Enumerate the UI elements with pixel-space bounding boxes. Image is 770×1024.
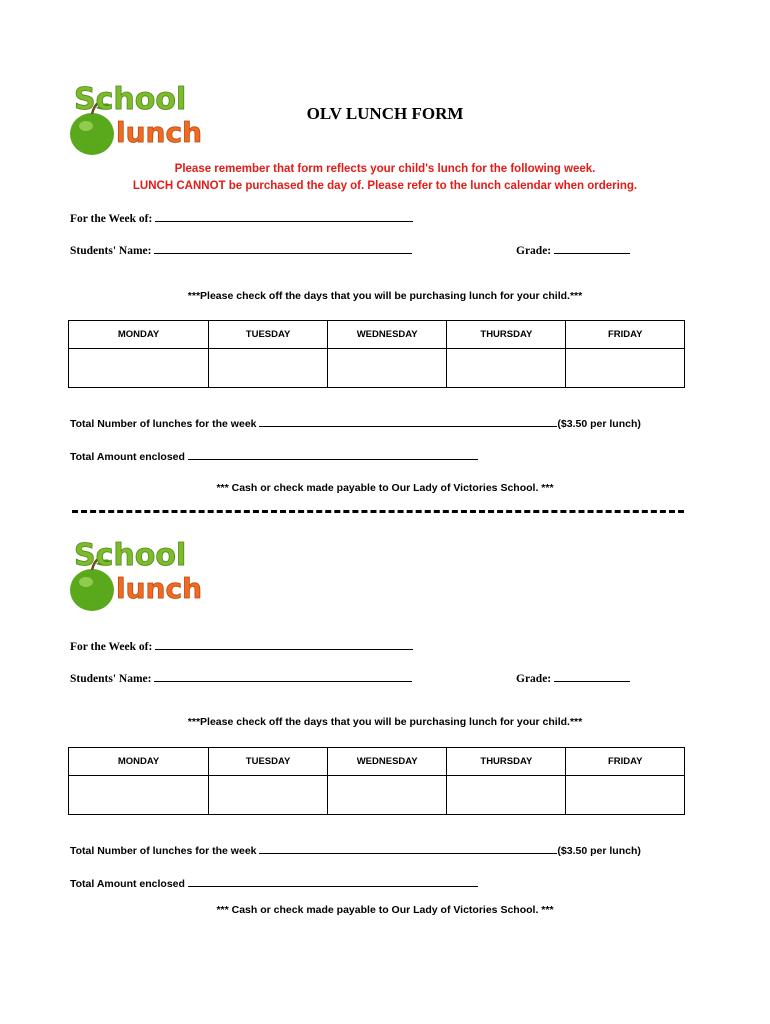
days-header-row <box>69 321 685 349</box>
payment-note-2: *** Cash or check made payable to Our Lady of Victories School. *** <box>216 904 554 916</box>
school-lunch-logo-2 <box>62 532 222 616</box>
week-of-input[interactable] <box>155 211 413 222</box>
notice-line-2: LUNCH CANNOT be purchased the day of. Please refer to the lunch calendar when ordering. <box>132 180 638 192</box>
days-check-row <box>69 349 685 388</box>
total-amount-label: Total Amount enclosed <box>70 878 185 890</box>
logo-word-lunch: lunch <box>116 116 202 149</box>
grade-label: Grade: <box>516 673 552 685</box>
day-header-thursday: THURSDAY <box>447 321 566 349</box>
week-of-label: For the Week of: <box>70 213 153 225</box>
logo-word-school: School <box>74 538 187 573</box>
day-header-thursday: THURSDAY <box>447 748 566 776</box>
total-amount-label: Total Amount enclosed <box>70 451 185 463</box>
student-name-input[interactable] <box>154 243 412 254</box>
student-name-input-2[interactable] <box>154 671 412 682</box>
total-amount-row-2 <box>70 876 478 890</box>
days-check-row <box>69 776 685 815</box>
total-lunches-row-2 <box>70 843 641 857</box>
day-header-tuesday: TUESDAY <box>209 748 328 776</box>
day-check-monday[interactable] <box>69 776 209 815</box>
total-lunches-label: Total Number of lunches for the week <box>70 845 257 857</box>
student-name-row-2 <box>70 671 412 685</box>
check-days-instruction-2: ***Please check off the days that you will be purchasing lunch for your child.*** <box>187 716 583 728</box>
price-per-lunch: ($3.50 per lunch) <box>557 845 641 857</box>
day-check-thursday[interactable] <box>447 776 566 815</box>
student-name-label: Students' Name: <box>70 245 152 257</box>
total-lunches-input-2[interactable] <box>259 843 557 854</box>
total-lunches-row <box>70 416 641 430</box>
total-amount-input-2[interactable] <box>188 876 478 887</box>
day-header-friday: FRIDAY <box>566 321 685 349</box>
student-name-row <box>70 243 412 257</box>
day-check-friday[interactable] <box>566 349 685 388</box>
day-check-tuesday[interactable] <box>209 776 328 815</box>
week-of-row <box>70 211 413 225</box>
day-header-monday: MONDAY <box>69 748 209 776</box>
day-header-friday: FRIDAY <box>566 748 685 776</box>
week-of-row-2 <box>70 639 413 653</box>
grade-input-2[interactable] <box>554 671 630 682</box>
week-of-input-2[interactable] <box>155 639 413 650</box>
notice-line-1: Please remember that form reflects your child's lunch for the following week. <box>174 163 596 175</box>
grade-label: Grade: <box>516 245 552 257</box>
day-header-wednesday: WEDNESDAY <box>327 748 446 776</box>
day-check-thursday[interactable] <box>447 349 566 388</box>
total-amount-input[interactable] <box>188 449 478 460</box>
day-check-wednesday[interactable] <box>327 776 446 815</box>
total-lunches-label: Total Number of lunches for the week <box>70 418 257 430</box>
price-per-lunch: ($3.50 per lunch) <box>557 418 641 430</box>
check-days-instruction: ***Please check off the days that you will be purchasing lunch for your child.*** <box>187 290 583 302</box>
total-amount-row <box>70 449 478 463</box>
total-lunches-input[interactable] <box>259 416 557 427</box>
grade-input[interactable] <box>554 243 630 254</box>
day-check-wednesday[interactable] <box>327 349 446 388</box>
payment-note: *** Cash or check made payable to Our Lady of Victories School. *** <box>216 482 554 494</box>
day-header-monday: MONDAY <box>69 321 209 349</box>
grade-row-2 <box>516 671 630 685</box>
form-title: OLV LUNCH FORM <box>306 104 464 123</box>
week-of-label: For the Week of: <box>70 641 153 653</box>
days-table <box>68 320 685 388</box>
day-check-friday[interactable] <box>566 776 685 815</box>
day-header-wednesday: WEDNESDAY <box>327 321 446 349</box>
day-check-monday[interactable] <box>69 349 209 388</box>
day-header-tuesday: TUESDAY <box>209 321 328 349</box>
logo-word-school: School <box>74 82 187 117</box>
day-check-tuesday[interactable] <box>209 349 328 388</box>
logo-word-lunch: lunch <box>116 572 202 605</box>
student-name-label: Students' Name: <box>70 673 152 685</box>
days-header-row <box>69 748 685 776</box>
days-table-2 <box>68 747 685 815</box>
grade-row <box>516 243 630 257</box>
cut-line <box>72 510 684 517</box>
